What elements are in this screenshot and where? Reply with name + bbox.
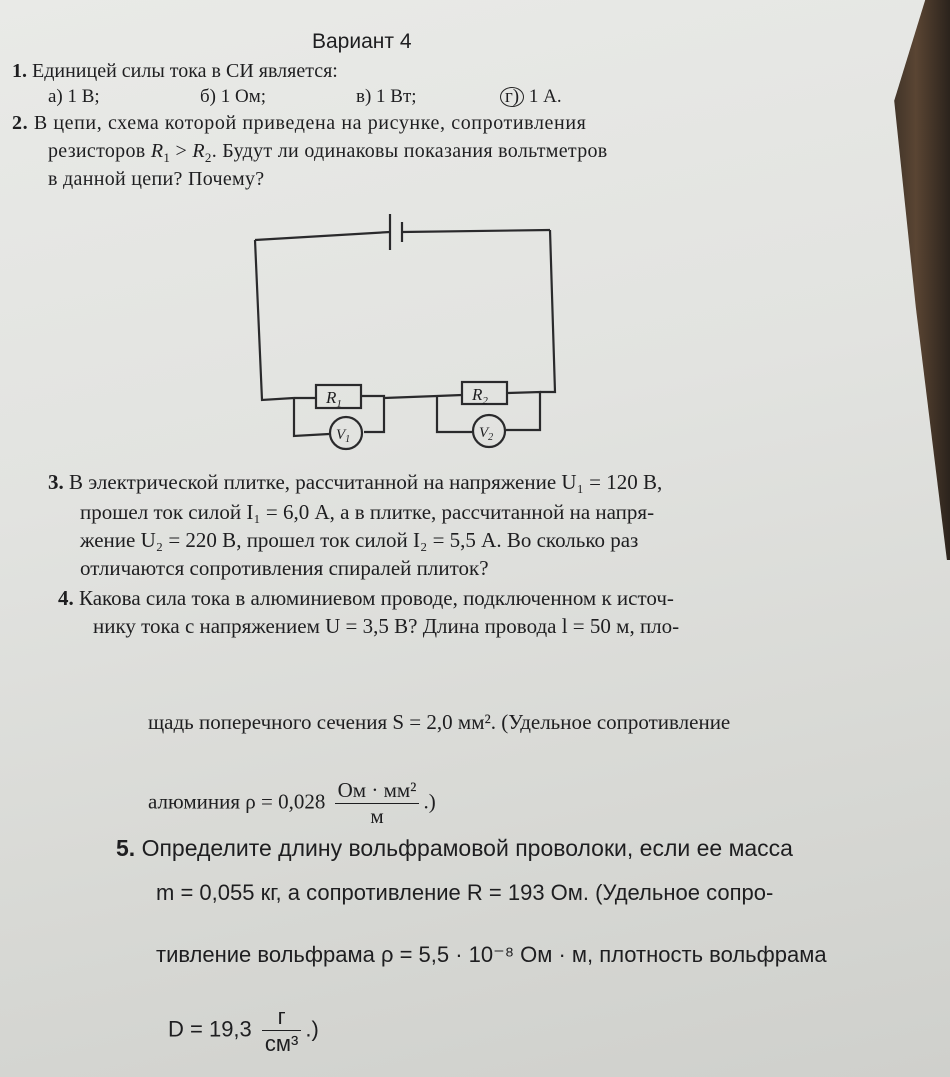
question-number: 1. [12, 60, 27, 82]
circuit-wire-right [540, 230, 555, 392]
symbol-r1: R [150, 140, 164, 162]
answer-option-d-label: 1 А. [528, 86, 562, 107]
circuit-wire-top-left [255, 232, 390, 240]
selected-answer-circle: г) [500, 87, 524, 107]
answer-option-b: б) 1 Ом; [200, 86, 267, 107]
answer-option-a: а) 1 В; [48, 86, 100, 107]
question-text-line: В электрической плитке, рассчитанной на напряжение U₁ = 120 В, [69, 470, 663, 494]
text: .) [423, 789, 436, 814]
question-text-line: прошел ток силой I₁ = 6,0 А, а в плитке, рассчитанной на напря- [80, 500, 655, 524]
resistor-2-branch [437, 392, 540, 432]
question-3 [48, 470, 662, 495]
subscript: 2 [204, 150, 212, 165]
text: . Будут ли одинаковы показания вольтметров [211, 140, 608, 162]
question-text-line: Какова сила тока в алюминиевом проводе, подключенном к источ- [79, 586, 674, 610]
question-number: 2. [12, 112, 29, 134]
circuit-wire-middle [384, 396, 437, 398]
unit-fraction [262, 1004, 301, 1057]
answer-option-c: в) 1 Вт; [356, 86, 417, 107]
voltmeter-1-label: $V_1$ [336, 427, 351, 445]
text: алюминия ρ = 0,028 [148, 789, 326, 814]
fraction-numerator: г [262, 1004, 301, 1031]
fraction-denominator: м [370, 804, 384, 828]
question-text-line: жение U₂ = 220 В, прошел ток силой I₂ = 5,5 А. Во сколько раз [80, 528, 639, 552]
text: D = 19,3 [168, 1016, 252, 1042]
unit-fraction [335, 778, 420, 829]
resistor-1-label: $R_1$ [326, 388, 342, 410]
question-text-line: В цепи, схема которой приведена на рисунке, сопротивления [33, 112, 587, 134]
question-text-line: щадь поперечного сечения S = 2,0 мм². (Удельное сопротивление [148, 710, 731, 734]
question-text-line: тивление вольфрама ρ = 5,5 · 10⁻⁸ Ом · м, плотность вольфрама [156, 942, 827, 967]
question-text-line [148, 778, 436, 829]
text: резисторов [48, 140, 151, 162]
question-5 [116, 835, 793, 862]
variant-title: Вариант 4 [312, 30, 412, 53]
circuit-wire-left [255, 240, 294, 400]
question-text-line: Определите длину вольфрамовой проволоки, если ее масса [141, 835, 793, 861]
question-text-line: нику тока с напряжением U = 3,5 В? Длина провода l = 50 м, пло- [93, 614, 680, 638]
symbol-r2: R [192, 140, 205, 162]
text: .) [305, 1016, 319, 1042]
fraction-numerator: Ом · мм² [335, 778, 420, 804]
question-text-line: m = 0,055 кг, а сопротивление R = 193 Ом. (Удельное сопро- [156, 880, 774, 905]
question-number: 4. [58, 586, 74, 610]
question-text-line [168, 1004, 319, 1057]
circuit-wire-top-right [402, 230, 550, 232]
fraction-denominator: см³ [264, 1031, 299, 1056]
comparison: > [170, 140, 193, 162]
question-text: Единицей силы тока в СИ является: [32, 60, 338, 82]
question-number: 3. [48, 470, 64, 494]
question-4 [58, 586, 674, 611]
resistor-2-label: $R_2$ [472, 385, 488, 407]
voltmeter-2-label: $V_2$ [479, 425, 494, 443]
question-number: 5. [116, 835, 136, 861]
question-text-line: отличаются сопротивления спиралей плиток? [80, 556, 489, 580]
subscript: 1 [163, 150, 171, 165]
question-text-line: в данной цепи? Почему? [48, 168, 265, 190]
